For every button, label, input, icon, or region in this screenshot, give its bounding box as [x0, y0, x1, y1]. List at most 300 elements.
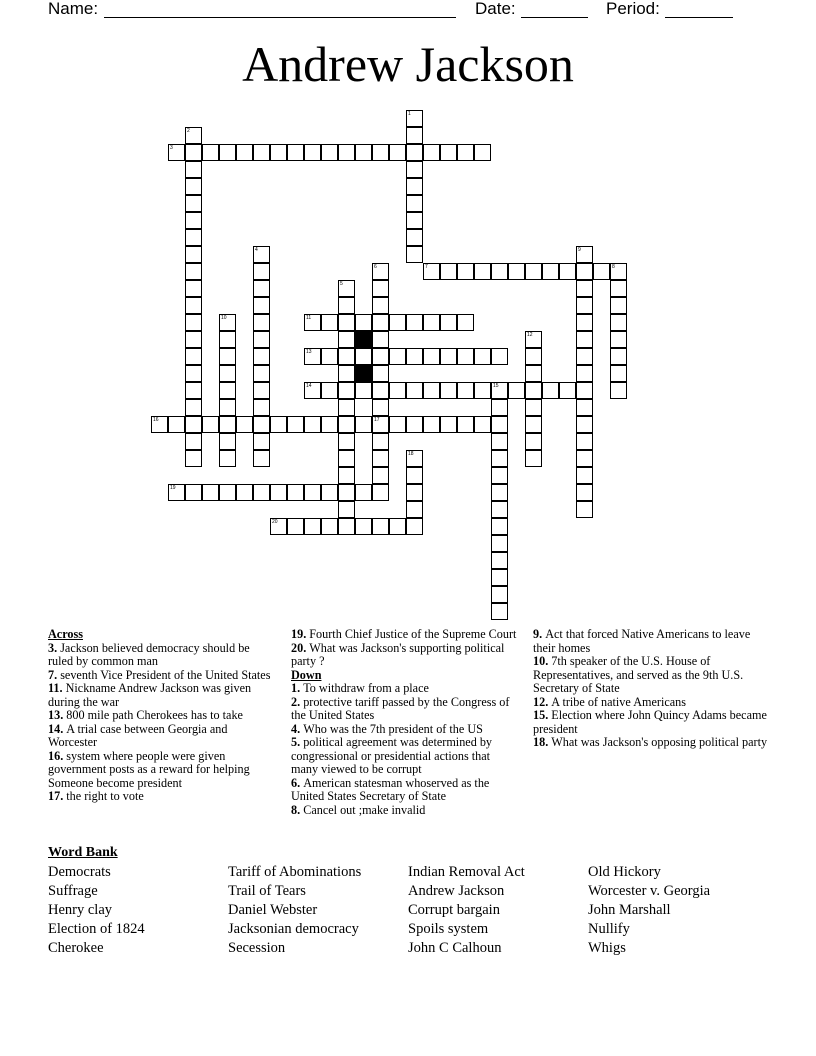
grid-cell[interactable] — [304, 484, 321, 501]
grid-cell[interactable] — [576, 365, 593, 382]
grid-cell[interactable] — [185, 484, 202, 501]
grid-cell[interactable] — [253, 382, 270, 399]
clue-item — [48, 790, 276, 804]
grid-cell[interactable] — [185, 144, 202, 161]
grid-cell[interactable] — [338, 144, 355, 161]
grid-cell[interactable] — [474, 263, 491, 280]
grid-cell[interactable] — [372, 314, 389, 331]
grid-cell[interactable] — [576, 484, 593, 501]
grid-cell[interactable] — [338, 433, 355, 450]
clue-number: 13 — [306, 349, 312, 355]
grid-cell[interactable] — [440, 263, 457, 280]
grid-cell[interactable] — [287, 484, 304, 501]
grid-cell[interactable] — [406, 195, 423, 212]
clue-text: A trial case between Georgia and Worcester — [48, 721, 228, 749]
grid-cell[interactable] — [219, 314, 236, 331]
grid-cell[interactable] — [151, 416, 168, 433]
clue-item — [533, 736, 769, 750]
grid-cell[interactable] — [321, 416, 338, 433]
grid-cell[interactable] — [355, 348, 372, 365]
grid-cell[interactable] — [525, 399, 542, 416]
grid-cell[interactable] — [576, 331, 593, 348]
grid-cell[interactable] — [236, 144, 253, 161]
clue-text: Fourth Chief Justice of the Supreme Court — [309, 627, 517, 641]
grid-cell[interactable] — [406, 450, 423, 467]
grid-cell[interactable] — [474, 144, 491, 161]
grid-cell[interactable] — [304, 416, 321, 433]
grid-cell[interactable] — [389, 144, 406, 161]
grid-cell[interactable] — [185, 331, 202, 348]
clue-number: 19 — [170, 485, 176, 491]
grid-cell[interactable] — [406, 212, 423, 229]
clue-number-label: 1. — [291, 681, 304, 695]
grid-cell[interactable] — [474, 416, 491, 433]
clue-number: 20 — [272, 519, 278, 525]
grid-cell[interactable] — [423, 314, 440, 331]
grid-cell[interactable] — [185, 416, 202, 433]
grid-cell[interactable] — [355, 314, 372, 331]
clue-number: 14 — [306, 383, 312, 389]
grid-cell[interactable] — [576, 416, 593, 433]
clue-item — [291, 736, 519, 777]
grid-cell[interactable] — [508, 382, 525, 399]
grid-cell[interactable] — [372, 484, 389, 501]
grid-cell[interactable] — [440, 416, 457, 433]
clue-item — [291, 628, 519, 642]
clue-number: 12 — [527, 332, 533, 338]
grid-cell[interactable] — [219, 484, 236, 501]
clue-number: 18 — [408, 451, 414, 457]
grid-cell[interactable] — [576, 246, 593, 263]
grid-cell[interactable] — [270, 518, 287, 535]
clue-number: 8 — [612, 264, 615, 270]
grid-cell[interactable] — [491, 399, 508, 416]
grid-cell[interactable] — [610, 348, 627, 365]
grid-cell[interactable] — [491, 348, 508, 365]
grid-cell[interactable] — [253, 246, 270, 263]
grid-cell[interactable] — [542, 263, 559, 280]
clue-number-label: 11. — [48, 681, 66, 695]
grid-cell[interactable] — [236, 416, 253, 433]
grid-cell[interactable] — [457, 263, 474, 280]
word-bank-item: Indian Removal Act — [408, 864, 525, 880]
clue-text: system where people were given government posts as a reward for helping Someone become president — [48, 748, 250, 790]
grid-cell[interactable] — [576, 433, 593, 450]
word-bank-item: Daniel Webster — [228, 902, 318, 918]
grid-cell[interactable] — [491, 586, 508, 603]
grid-cell[interactable] — [168, 144, 185, 161]
grid-cell[interactable] — [219, 433, 236, 450]
grid-cell[interactable] — [355, 416, 372, 433]
clue-number: 15 — [493, 383, 499, 389]
word-bank-item: Spoils system — [408, 921, 489, 937]
grid-cell[interactable] — [321, 518, 338, 535]
grid-cell[interactable] — [508, 263, 525, 280]
grid-cell[interactable] — [491, 552, 508, 569]
grid-cell[interactable] — [525, 382, 542, 399]
grid-cell[interactable] — [253, 297, 270, 314]
grid-cell[interactable] — [338, 314, 355, 331]
name-label: Name: — [48, 0, 99, 18]
grid-cell[interactable] — [338, 484, 355, 501]
grid-cell[interactable] — [576, 450, 593, 467]
grid-cell[interactable] — [185, 433, 202, 450]
grid-cell[interactable] — [457, 416, 474, 433]
clue-number: 3 — [170, 145, 173, 151]
grid-cell[interactable] — [338, 518, 355, 535]
grid-cell[interactable] — [185, 263, 202, 280]
grid-cell[interactable] — [576, 263, 593, 280]
grid-cell[interactable] — [321, 144, 338, 161]
grid-cell[interactable] — [338, 467, 355, 484]
grid-cell[interactable] — [372, 348, 389, 365]
clue-number-label: 10. — [533, 654, 552, 668]
grid-cell[interactable] — [372, 331, 389, 348]
grid-cell[interactable] — [389, 382, 406, 399]
clue-item — [533, 655, 769, 696]
grid-cell[interactable] — [440, 348, 457, 365]
grid-cell[interactable] — [372, 433, 389, 450]
clue-text: A tribe of native Americans — [551, 694, 686, 709]
grid-cell[interactable] — [202, 484, 219, 501]
grid-cell[interactable] — [406, 229, 423, 246]
grid-cell[interactable] — [185, 314, 202, 331]
grid-cell[interactable] — [253, 314, 270, 331]
grid-cell[interactable] — [525, 263, 542, 280]
grid-cell[interactable] — [406, 161, 423, 178]
grid-cell[interactable] — [219, 416, 236, 433]
clues-column-3 — [533, 628, 769, 750]
grid-cell[interactable] — [457, 382, 474, 399]
clue-text: American statesman whoserved as the United States Secretary of State — [291, 775, 490, 803]
grid-cell[interactable] — [406, 416, 423, 433]
grid-cell[interactable] — [491, 416, 508, 433]
grid-cell[interactable] — [185, 195, 202, 212]
grid-cell[interactable] — [304, 314, 321, 331]
grid-cell[interactable] — [406, 178, 423, 195]
grid-cell[interactable] — [423, 144, 440, 161]
grid-cell[interactable] — [355, 484, 372, 501]
word-bank-heading: Word Bank — [48, 845, 118, 860]
grid-cell[interactable] — [576, 297, 593, 314]
across-clue-list-continued — [291, 628, 519, 669]
clue-item — [291, 696, 519, 723]
grid-cell[interactable] — [202, 144, 219, 161]
grid-cell[interactable] — [338, 501, 355, 518]
grid-cell[interactable] — [253, 331, 270, 348]
clue-item — [291, 642, 519, 669]
grid-cell[interactable] — [321, 314, 338, 331]
clue-item — [48, 682, 276, 709]
grid-cell[interactable] — [610, 382, 627, 399]
grid-cell[interactable] — [185, 382, 202, 399]
grid-cell[interactable] — [372, 416, 389, 433]
grid-cell[interactable] — [406, 314, 423, 331]
grid-cell[interactable] — [338, 331, 355, 348]
grid-cell[interactable] — [219, 399, 236, 416]
word-bank-item: Suffrage — [48, 883, 98, 899]
grid-cell[interactable] — [423, 263, 440, 280]
grid-cell[interactable] — [253, 144, 270, 161]
grid-cell[interactable] — [219, 144, 236, 161]
grid-cell[interactable] — [457, 348, 474, 365]
clue-number-label: 8. — [291, 802, 304, 817]
grid-cell[interactable] — [491, 501, 508, 518]
down-clue-list — [291, 682, 519, 817]
grid-cell[interactable] — [576, 399, 593, 416]
shaded-cell — [355, 331, 372, 348]
clue-item — [291, 804, 519, 818]
grid-cell[interactable] — [559, 382, 576, 399]
clue-number-label: 3. — [48, 640, 61, 655]
grid-cell[interactable] — [610, 280, 627, 297]
grid-cell[interactable] — [406, 127, 423, 144]
grid-cell[interactable] — [202, 416, 219, 433]
grid-cell[interactable] — [372, 399, 389, 416]
grid-cell[interactable] — [491, 433, 508, 450]
grid-cell[interactable] — [406, 246, 423, 263]
grid-cell[interactable] — [321, 348, 338, 365]
grid-cell[interactable] — [372, 263, 389, 280]
grid-cell[interactable] — [355, 144, 372, 161]
grid-cell[interactable] — [287, 416, 304, 433]
grid-cell[interactable] — [219, 365, 236, 382]
grid-cell[interactable] — [185, 127, 202, 144]
grid-cell[interactable] — [304, 518, 321, 535]
grid-cell[interactable] — [440, 382, 457, 399]
grid-cell[interactable] — [457, 144, 474, 161]
grid-cell[interactable] — [372, 297, 389, 314]
word-bank-item: Corrupt bargain — [408, 902, 500, 918]
clue-text: To withdraw from a place — [303, 681, 429, 695]
grid-cell[interactable] — [610, 365, 627, 382]
clue-item — [533, 696, 769, 710]
clue-item — [291, 723, 519, 737]
page-title: Andrew Jackson — [242, 36, 574, 92]
across-heading: Across — [48, 627, 83, 641]
grid-cell[interactable] — [253, 484, 270, 501]
word-bank-item: Andrew Jackson — [408, 883, 505, 899]
clue-number: 16 — [153, 417, 159, 423]
grid-cell[interactable] — [406, 348, 423, 365]
grid-cell[interactable] — [406, 501, 423, 518]
word-bank-item: John Marshall — [588, 902, 671, 918]
grid-cell[interactable] — [372, 365, 389, 382]
grid-cell[interactable] — [491, 603, 508, 620]
grid-cell[interactable] — [253, 450, 270, 467]
clue-number: 2 — [187, 128, 190, 134]
grid-cell[interactable] — [253, 280, 270, 297]
grid-cell[interactable] — [389, 314, 406, 331]
grid-cell[interactable] — [219, 450, 236, 467]
grid-cell[interactable] — [338, 416, 355, 433]
grid-cell[interactable] — [304, 382, 321, 399]
grid-cell[interactable] — [287, 144, 304, 161]
grid-cell[interactable] — [372, 450, 389, 467]
word-bank-item: Whigs — [588, 940, 626, 956]
word-bank-item: Trail of Tears — [228, 883, 306, 899]
grid-cell[interactable] — [253, 263, 270, 280]
grid-cell[interactable] — [185, 297, 202, 314]
grid-cell[interactable] — [219, 382, 236, 399]
clue-number-label: 15. — [533, 708, 552, 722]
grid-cell[interactable] — [185, 229, 202, 246]
grid-cell[interactable] — [338, 365, 355, 382]
grid-cell[interactable] — [610, 263, 627, 280]
grid-cell[interactable] — [406, 144, 423, 161]
grid-cell[interactable] — [610, 331, 627, 348]
grid-cell[interactable] — [338, 348, 355, 365]
grid-cell[interactable] — [406, 518, 423, 535]
clue-item — [291, 682, 519, 696]
grid-cell[interactable] — [576, 501, 593, 518]
grid-cell[interactable] — [474, 348, 491, 365]
grid-cell[interactable] — [406, 110, 423, 127]
grid-cell[interactable] — [219, 331, 236, 348]
grid-cell[interactable] — [423, 348, 440, 365]
clue-number: 17 — [374, 417, 380, 423]
grid-cell[interactable] — [576, 314, 593, 331]
grid-cell[interactable] — [525, 416, 542, 433]
clue-item — [48, 642, 276, 669]
word-bank-item: Old Hickory — [588, 864, 661, 880]
clue-text: the right to vote — [66, 789, 144, 803]
clue-number-label: 12. — [533, 694, 552, 709]
grid-cell[interactable] — [355, 382, 372, 399]
grid-cell[interactable] — [372, 467, 389, 484]
grid-cell[interactable] — [253, 433, 270, 450]
word-bank-item: Secession — [228, 940, 286, 956]
grid-cell[interactable] — [593, 263, 610, 280]
grid-cell[interactable] — [525, 331, 542, 348]
clue-item — [291, 777, 519, 804]
grid-cell[interactable] — [287, 518, 304, 535]
grid-cell[interactable] — [185, 212, 202, 229]
word-bank-item: Worcester v. Georgia — [588, 883, 711, 899]
grid-cell[interactable] — [610, 314, 627, 331]
grid-cell[interactable] — [168, 484, 185, 501]
clue-number-label: 9. — [533, 627, 546, 641]
grid-cell[interactable] — [525, 450, 542, 467]
grid-cell[interactable] — [338, 297, 355, 314]
grid-cell[interactable] — [542, 382, 559, 399]
grid-cell[interactable] — [270, 416, 287, 433]
grid-cell[interactable] — [474, 382, 491, 399]
grid-cell[interactable] — [219, 348, 236, 365]
grid-cell[interactable] — [491, 518, 508, 535]
grid-cell[interactable] — [185, 365, 202, 382]
grid-cell[interactable] — [406, 484, 423, 501]
down-heading: Down — [291, 667, 322, 682]
clue-text: Nickname Andrew Jackson was given during the war — [48, 681, 252, 709]
word-bank-column-3 — [408, 863, 525, 958]
grid-cell[interactable] — [559, 263, 576, 280]
clue-number-label: 7. — [48, 667, 61, 682]
clue-number: 7 — [425, 264, 428, 270]
period-label: Period: — [606, 0, 660, 18]
clues-column-1 — [48, 628, 276, 804]
clue-number: 11 — [306, 315, 312, 321]
grid-cell[interactable] — [440, 314, 457, 331]
grid-cell[interactable] — [338, 382, 355, 399]
grid-cell[interactable] — [168, 416, 185, 433]
clue-number: 6 — [374, 264, 377, 270]
grid-cell[interactable] — [576, 382, 593, 399]
clue-number: 5 — [340, 281, 343, 287]
grid-cell[interactable] — [338, 450, 355, 467]
grid-cell[interactable] — [185, 178, 202, 195]
grid-cell[interactable] — [389, 518, 406, 535]
grid-cell[interactable] — [236, 484, 253, 501]
grid-cell[interactable] — [389, 348, 406, 365]
grid-cell[interactable] — [372, 382, 389, 399]
grid-cell[interactable] — [491, 467, 508, 484]
grid-cell[interactable] — [406, 467, 423, 484]
grid-cell[interactable] — [253, 399, 270, 416]
grid-cell[interactable] — [610, 297, 627, 314]
grid-cell[interactable] — [576, 280, 593, 297]
grid-cell[interactable] — [185, 348, 202, 365]
word-bank-item: John C Calhoun — [408, 940, 502, 956]
grid-cell[interactable] — [372, 280, 389, 297]
grid-cell[interactable] — [338, 399, 355, 416]
grid-cell[interactable] — [406, 382, 423, 399]
clue-number-label: 18. — [533, 735, 552, 749]
grid-cell[interactable] — [304, 348, 321, 365]
grid-cell[interactable] — [185, 246, 202, 263]
grid-cell[interactable] — [270, 144, 287, 161]
grid-cell[interactable] — [423, 382, 440, 399]
grid-cell[interactable] — [355, 518, 372, 535]
grid-cell[interactable] — [253, 348, 270, 365]
grid-cell[interactable] — [525, 365, 542, 382]
grid-cell[interactable] — [491, 263, 508, 280]
grid-cell[interactable] — [185, 399, 202, 416]
grid-cell[interactable] — [525, 348, 542, 365]
grid-cell[interactable] — [372, 144, 389, 161]
grid-cell[interactable] — [423, 416, 440, 433]
grid-cell[interactable] — [576, 467, 593, 484]
clue-number: 9 — [578, 247, 581, 253]
grid-cell[interactable] — [321, 382, 338, 399]
clue-text: Who was the 7th president of the US — [303, 721, 483, 736]
grid-cell[interactable] — [185, 161, 202, 178]
grid-cell[interactable] — [525, 433, 542, 450]
grid-cell[interactable] — [491, 535, 508, 552]
grid-cell[interactable] — [270, 484, 287, 501]
grid-cell[interactable] — [491, 382, 508, 399]
grid-cell[interactable] — [491, 450, 508, 467]
grid-cell[interactable] — [304, 144, 321, 161]
grid-cell[interactable] — [440, 144, 457, 161]
clue-number: 1 — [408, 111, 411, 117]
grid-cell[interactable] — [491, 569, 508, 586]
grid-cell[interactable] — [491, 484, 508, 501]
grid-cell[interactable] — [338, 280, 355, 297]
grid-cell[interactable] — [389, 416, 406, 433]
grid-cell[interactable] — [253, 416, 270, 433]
grid-cell[interactable] — [185, 450, 202, 467]
grid-cell[interactable] — [253, 365, 270, 382]
grid-cell[interactable] — [576, 348, 593, 365]
grid-cell[interactable] — [185, 280, 202, 297]
grid-cell[interactable] — [321, 484, 338, 501]
grid-cell[interactable] — [372, 518, 389, 535]
grid-cell[interactable] — [457, 314, 474, 331]
clue-number-label: 13. — [48, 708, 67, 722]
shaded-cell — [355, 365, 372, 382]
clue-text: 800 mile path Cherokees has to take — [66, 708, 243, 722]
